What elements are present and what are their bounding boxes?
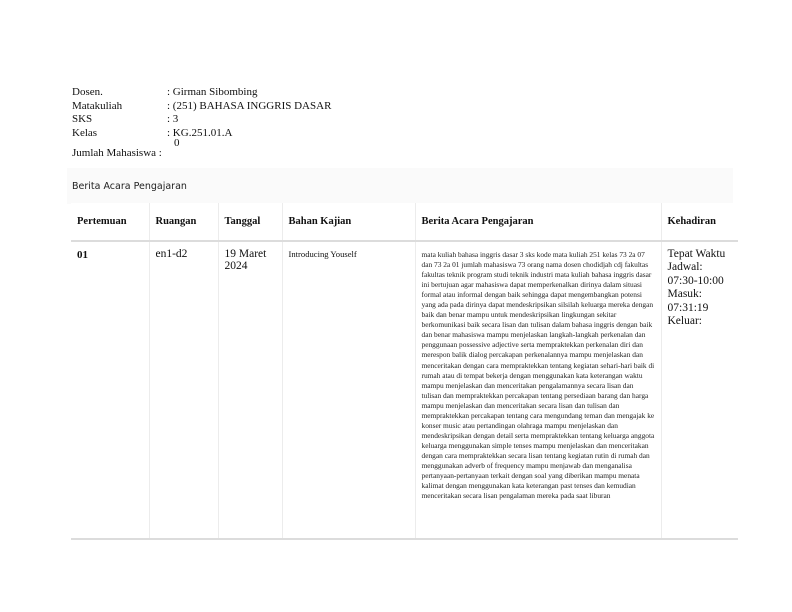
cell-kehadiran	[661, 241, 738, 539]
header-pertemuan: Pertemuan	[71, 203, 149, 241]
sks-label: SKS	[72, 113, 93, 126]
header-tanggal: Tanggal	[218, 203, 282, 241]
matakuliah-label: Matakuliah	[72, 99, 123, 112]
matakuliah-value: : (251) BAHASA INGGRIS DASAR	[167, 99, 332, 112]
cell-bahan-kajian: Introducing Youself	[282, 241, 415, 539]
cell-ruangan: en1-d2	[149, 241, 218, 539]
header-berita-acara: Berita Acara Pengajaran	[415, 203, 661, 241]
sks-value: : 3	[167, 113, 179, 126]
kehadiran-jadwal: Jadwal: 07:30-10:00	[667, 261, 724, 287]
dosen-label: Dosen.	[72, 86, 103, 98]
cell-pertemuan: 01	[71, 241, 149, 539]
jumlah-value: 0	[174, 137, 180, 150]
dosen-value: : Girman Sibombing	[167, 86, 258, 98]
section-title: Berita Acara Pengajaran	[72, 181, 187, 192]
header-bahan-kajian: Bahan Kajian	[282, 203, 415, 241]
kehadiran-keluar: Keluar:	[667, 315, 702, 328]
section-header	[67, 168, 733, 204]
header-ruangan: Ruangan	[149, 203, 218, 241]
berita-acara-table	[71, 203, 738, 540]
cell-berita-acara: mata kuliah bahasa inggris dasar 3 sks kode mata kuliah 251 kelas 73 2a 07 dan 73 2a 01 jumlah mahasiswa 73 orang nama dosen chodidjah cdj fakultas fakultas teknik program studi teknik industri mata kuliah bahasa inggris dasar ini bertujuan agar mahasiswa dapat memperkenalkan dirinya dalam situasi formal atau informal dengan baik sehingga dapat mengembangkan potensi yang ada pada dirinya dapat mendeskripsikan silsilah keluarga mereka dengan baik dan benar mampu untuk mendeskripsikan lingkungan sekitar berkomunikasi baik secara lisan dan tulisan dalam bahasa inggris dengan baik dan benar mahasiswa mampu menjelaskan langkah-langkah perkenalan dan penggunaan possessive adjective serta mempraktekkan perkenalan diri dan merespon balik dialog percakapan perkenalannya mampu menjelaskan dan menceritakan dengan cara mempraktekkan tentang kegiatan sehari-hari baik di rumah atau di tempat bekerja dengan menggunakan kata keterangan waktu mampu menjelaskan dan menceritakan pengalamannya secara lisan dan tulisan dan mempraktekkan percakapan tentang persediaan barang dan harga mampu menjelaskan dan menceritakan secara lisan dan tulisan dan mempraktekkan percakapan tentang cara mengundang teman dan mengajak ke konser music atau pertandingan olahraga mampu menjelaskan dan mendeskripsikan dengan detail serta mempraktekkan tentang keluarga anggota keluarga menggunakan simple tenses mampu menjelaskan dan menceritakan dengan cara mempraktekkan secara lisan tentang kegiatan rutin di rumah dan menggunakan adverb of frequency mampu menjawab dan menganalisa pertanyaan-pertanyaan terkait dengan soal yang diberikan mampu menata kalimat dengan menggunakan kata keterangan past tenses dan kemudian menceritakan secara lisan pengalaman mereka pada saat liburan	[415, 241, 661, 539]
kelas-label: Kelas	[72, 126, 98, 139]
header-kehadiran: Kehadiran	[661, 203, 738, 241]
kelas-value: : KG.251.01.A	[167, 126, 233, 139]
table-row	[71, 241, 738, 539]
kehadiran-status: Tepat Waktu	[667, 248, 726, 260]
cell-tanggal: 19 Maret 2024	[218, 241, 282, 539]
jumlah-label: Jumlah Mahasiswa :	[72, 147, 162, 160]
kehadiran-masuk: Masuk: 07:31:19	[667, 288, 709, 314]
table-header-row	[71, 203, 738, 241]
